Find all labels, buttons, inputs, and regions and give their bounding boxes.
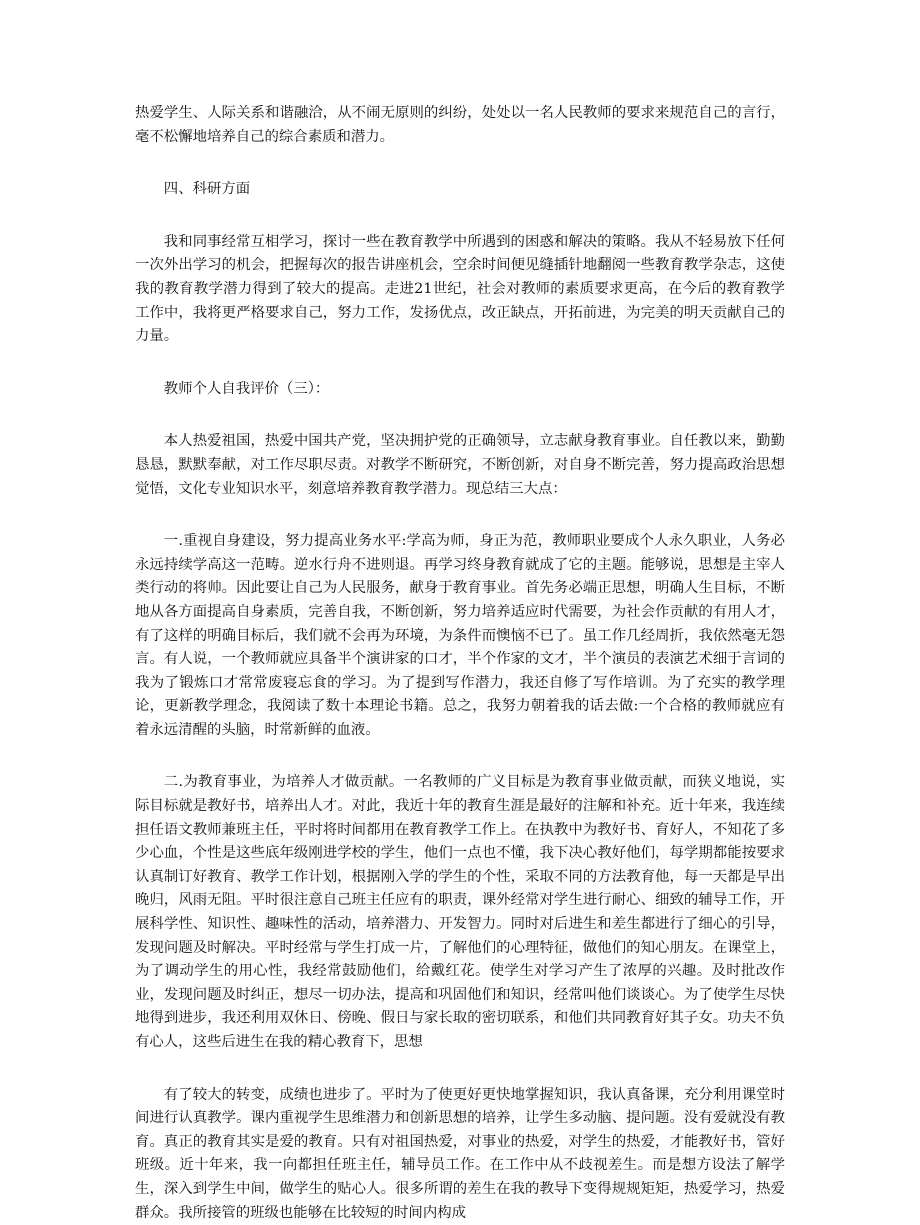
paragraph-intro: 本人热爱祖国，热爱中国共产党，坚决拥护党的正确领导，立志献身教育事业。自任教以来，勤勤恳恳，默默奉献，对工作尽职尽责。对教学不断研究，不断创新，对自身不断完善，努力提高政治思想觉悟，文化专业知识水平，刻意培养教育教学潜力。现总结三大点： (135, 433, 785, 497)
section-heading-research: 四、科研方面 (163, 181, 251, 198)
document-page (135, 102, 785, 1225)
paragraph-continued: 有了较大的转变，成绩也进步了。平时为了使更好更快地掌握知识，我认真备课，充分利用课堂时间进行认真教学。课内重视学生思维潜力和创新思想的培养，让学生多动脑、提问题。没有爱就没有教育。真正的教育其实是爱的教育。只有对祖国热爱，对事业的热爱，对学生的热爱，才能教好书，管好班级。近十年来，我一向都担任班主任，辅导员工作。在工作中从不歧视差生。而是想方设法了解学生，深入到学生中间，做学生的贴心人。很多所谓的差生在我的教导下变得规规矩矩，热爱学习，热爱群众。我所接管的班级也能够在比较短的时间内构成 (135, 1086, 785, 1221)
paragraph-point-two: 二.为教育事业，为培养人才做贡献。一名教师的广义目标是为教育事业做贡献，而狭义地说，实际目标就是教好书，培养出人才。对此，我近十年的教育生涯是最好的注解和补充。近十年来，我连续担任语文教师兼班主任，平时将时间都用在教育教学工作上。在执教中为教好书、育好人，不知花了多少心血，个性是这些底年级刚进学校的学生，他们一点也不懂，我下决心教好他们，每学期都能按要求认真制订好教育、教学工作计划，根据刚入学的学生的个性，采取不同的方法教育他，每一天都是早出晚归，风雨无阻。平时很注意自己班主任应有的职责，课外经常对学生进行耐心、细致的辅导工作，开展科学性、知识性、趣味性的活动，培养潜力、开发智力。同时对后进生和差生都进行了细心的引导，发现问题及时解决。平时经常与学生打成一片，了解他们的心理特征，做他们的知心朋友。在课堂上，为了调动学生的用心性，我经常鼓励他们，给戴红花。使学生对学习产生了浓厚的兴趣。及时批改作业，发现问题及时纠正，想尽一切办法，提高和巩固他们和知识，经常叫他们谈谈心。为了使学生尽快地得到进步，我还利用双休日、傍晚、假日与家长取的密切联系，和他们共同教育好其子女。功夫不负有心人，这些后进生在我的精心教育下，思想 (135, 774, 785, 1050)
paragraph-continuation: 热爱学生、人际关系和谐融洽，从不闹无原则的纠纷，处处以一名人民教师的要求来规范自己的言行，毫不松懈地培养自己的综合素质和潜力。 (135, 105, 785, 145)
section-heading-evaluation-3: 教师个人自我评价（三）： (163, 380, 330, 397)
paragraph-point-one: 一.重视自身建设，努力提高业务水平:学高为师，身正为范，教师职业要成个人永久职业，人务必永远持续学高这一范畴。逆水行舟不进则退。再学习终身教育就成了它的主题。能够说，思想是主宰人类行动的将帅。因此要让自己为人民服务，献身于教育事业。首先务必端正思想，明确人生目标，不断地从各方面提高自身素质，完善自我，不断创新，努力培养适应时代需要，为社会作贡献的有用人才，有了这样的明确目标后，我们就不会再为环境，为条件而懊恼不已了。虽工作几经周折，我依然毫无怨言。有人说，一个教师就应具备半个演讲家的口才，半个作家的文才，半个演员的表演艺术细于言词的我为了锻炼口才常常废寝忘食的学习。为了提到写作潜力，我还自修了写作培训。为了充实的教学理论，更新教学理念，我阅读了数十本理论书籍。总之，我努力朝着我的话去做:一个合格的教师就应有着永远清醒的头脑，时常新鲜的血液。 (135, 533, 785, 738)
paragraph-research: 我和同事经常互相学习，探讨一些在教育教学中所遇到的困惑和解决的策略。我从不轻易放下任何一次外出学习的机会，把握每次的报告讲座机会，空余时间便见缝插针地翻阅一些教育教学杂志，这使我的教育教学潜力得到了较大的提高。走进21世纪，社会对教师的素质要求更高，在今后的教育教学工作中，我将更严格要求自己，努力工作，发扬优点，改正缺点，开拓前进，为完美的明天贡献自己的力量。 (135, 233, 785, 345)
